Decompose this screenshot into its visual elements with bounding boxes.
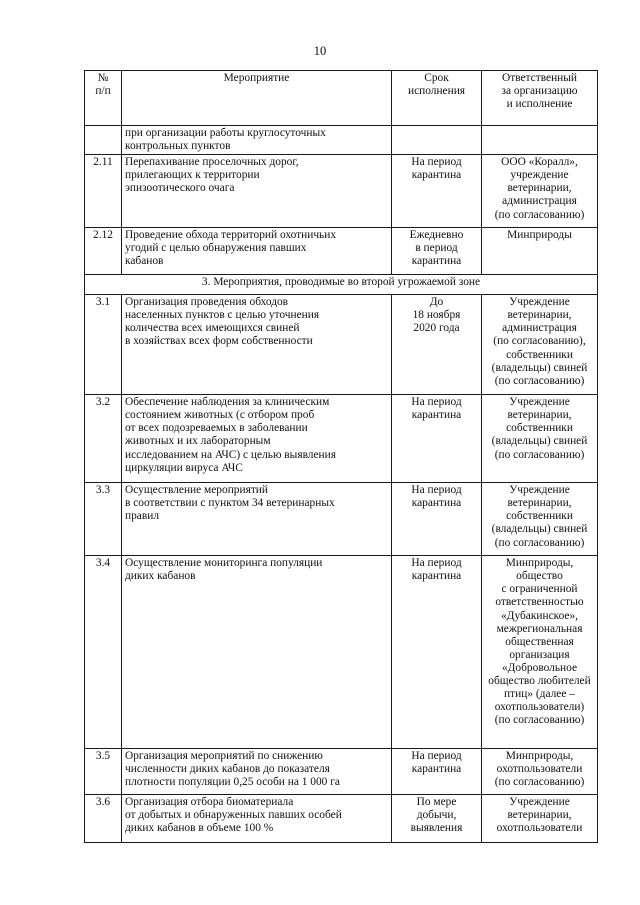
row-num: 3.2 xyxy=(85,395,122,483)
row-responsible: Минприроды, охотпользователи (по согласованию) xyxy=(482,749,598,795)
row-num: 3.3 xyxy=(85,483,122,556)
header-num: № п/п xyxy=(85,71,122,126)
row-num: 3.6 xyxy=(85,795,122,843)
row-action: Организация отбора биоматериала от добытых и обнаруженных павших особей диких кабанов в объеме 100 % xyxy=(122,795,392,843)
row-responsible: Минприроды xyxy=(482,228,598,275)
row-num: 3.1 xyxy=(85,295,122,395)
row-term: На период карантина xyxy=(392,749,482,795)
row-responsible: Учреждение ветеринарии, собственники (владельцы) свиней (по согласованию) xyxy=(482,483,598,556)
row-term: Ежедневно в период карантина xyxy=(392,228,482,275)
row-term: До 18 ноября 2020 года xyxy=(392,295,482,395)
row-responsible: Учреждение ветеринарии, собственники (владельцы) свиней (по согласованию) xyxy=(482,395,598,483)
row-action: Осуществление мониторинга популяции диких кабанов xyxy=(122,556,392,749)
header-term: Срок исполнения xyxy=(392,71,482,126)
row-num: 3.4 xyxy=(85,556,122,749)
row-term: На период карантина xyxy=(392,395,482,483)
row-num xyxy=(85,126,122,155)
row-term: На период карантина xyxy=(392,556,482,749)
row-action: при организации работы круглосуточных контрольных пунктов xyxy=(122,126,392,155)
row-responsible: Учреждение ветеринарии, охотпользователи xyxy=(482,795,598,843)
table-row xyxy=(85,556,598,749)
row-term: На период карантина xyxy=(392,483,482,556)
row-term: На период карантина xyxy=(392,155,482,228)
row-action: Перепахивание проселочных дорог, прилегающих к территории эпизоотического очага xyxy=(122,155,392,228)
table-row xyxy=(85,126,598,155)
page-number: 10 xyxy=(313,44,327,58)
row-term: По мере добычи, выявления xyxy=(392,795,482,843)
table-row xyxy=(85,295,598,395)
table-header-row xyxy=(85,71,598,126)
row-responsible xyxy=(482,126,598,155)
row-num: 3.5 xyxy=(85,749,122,795)
table-row xyxy=(85,155,598,228)
row-action: Осуществление мероприятий в соответствии с пунктом 34 ветеринарных правил xyxy=(122,483,392,556)
row-num: 2.12 xyxy=(85,228,122,275)
row-responsible: Учреждение ветеринарии, администрация (по согласованию), собственники (владельцы) свиней (по согласованию) xyxy=(482,295,598,395)
header-responsible: Ответственный за организацию и исполнение xyxy=(482,71,598,126)
measures-table xyxy=(84,70,598,843)
header-action: Мероприятие xyxy=(122,71,392,126)
row-action: Организация проведения обходов населенных пунктов с целью уточнения количества всех имеющихся свиней в хозяйствах всех форм собственности xyxy=(122,295,392,395)
table-row xyxy=(85,795,598,843)
row-action: Проведение обхода территорий охотничьих угодий с целью обнаружения павших кабанов xyxy=(122,228,392,275)
table-row xyxy=(85,228,598,275)
row-responsible: Минприроды, общество с ограниченной ответственностью «Дубакинское», межрегиональная общественная организация «Добровольное общество любителей птиц» (далее – охотпользователи) (по согласованию) xyxy=(482,556,598,749)
row-responsible: ООО «Коралл», учреждение ветеринарии, администрация (по согласованию) xyxy=(482,155,598,228)
section-row xyxy=(85,275,598,295)
row-num: 2.11 xyxy=(85,155,122,228)
row-action: Обеспечение наблюдения за клиническим состоянием животных (с отбором проб от всех подозреваемых в заболевании животных и их лабораторным исследованием на АЧС) с целью выявления циркуляции вируса АЧС xyxy=(122,395,392,483)
section-heading: 3. Мероприятия, проводимые во второй угрожаемой зоне xyxy=(85,275,598,295)
table-row xyxy=(85,395,598,483)
table-row xyxy=(85,483,598,556)
row-action: Организация мероприятий по снижению численности диких кабанов до показателя плотности популяции 0,25 особи на 1 000 га xyxy=(122,749,392,795)
row-term xyxy=(392,126,482,155)
table-row xyxy=(85,749,598,795)
